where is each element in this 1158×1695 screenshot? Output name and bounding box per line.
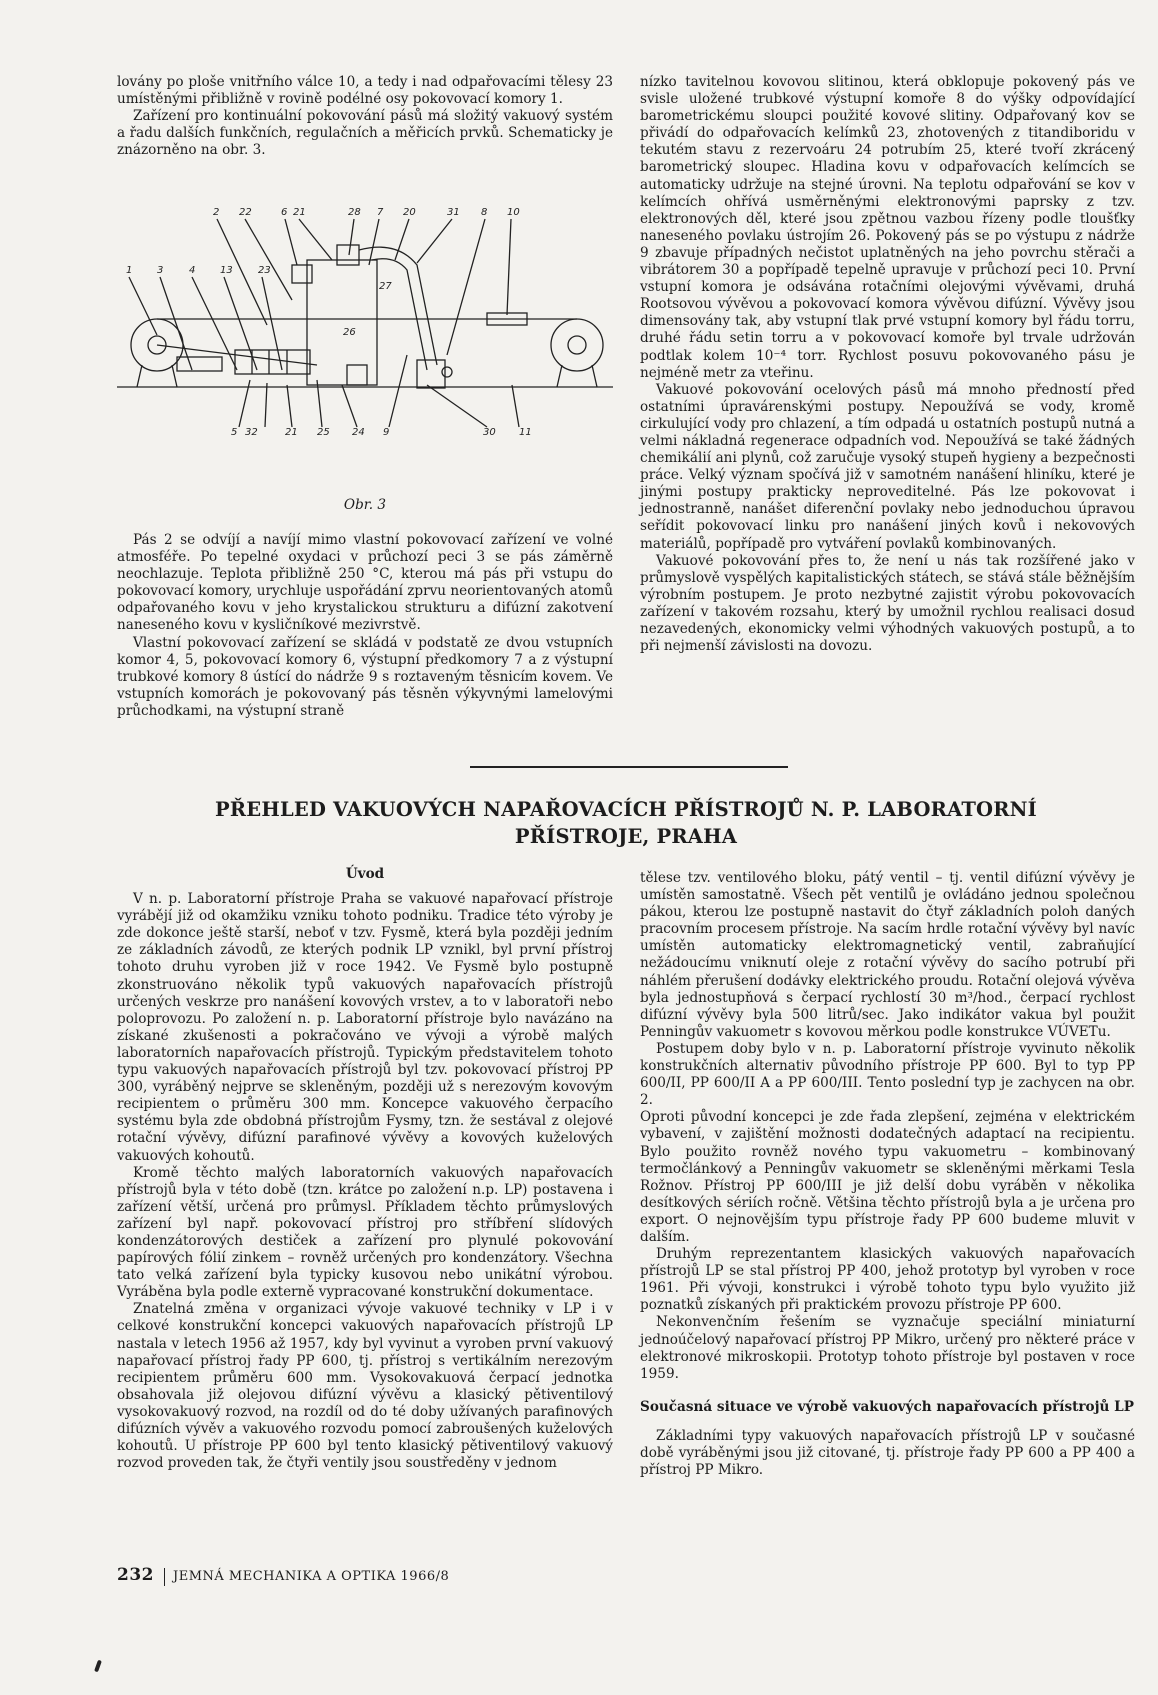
- section-rule: [470, 766, 788, 768]
- fig-label: 20: [403, 207, 416, 218]
- fig-label: 3: [157, 265, 164, 276]
- paragraph: Pás 2 se odvíjí a navíjí mimo vlastní pokovovací zařízení ve volné atmosféře. Po tepelné oxydaci v průchozí peci 3 se pás záměrně neochlazuje. Teplota přibližně 250 °C, kterou má pás při vstupu do pokovovací komory, urychluje uspořádání zprvu neorientovaných atomů odpařovaného kovu v jeho krystalickou strukturu a difúzní zakotvení naneseného kovu v kysličníkové mezivrstvě.: [117, 532, 613, 634]
- paragraph: Postupem doby bylo v n. p. Laboratorní přístroje vyvinuto několik konstrukčních alternativ původního přístroje PP 600. Byl to typ PP 600/II, PP 600/II A a PP 600/III. Tento poslední typ je zachycen na obr. 2.: [640, 1040, 1135, 1109]
- column-top-left: [117, 74, 613, 159]
- fig-label: 24: [352, 427, 365, 438]
- fig-label: 23: [258, 265, 271, 276]
- fig-label: 30: [483, 427, 496, 438]
- section-heading: Současná situace ve výrobě vakuových napařovacích přístrojů LP: [640, 1398, 1134, 1415]
- page-footer: [117, 1565, 449, 1586]
- paragraph: Základními typy vakuových napařovacích přístrojů LP v současné době vyráběnými jsou již citované, tj. přístroje řady PP 600 a PP 400 a přístroj PP Mikro.: [640, 1427, 1135, 1479]
- paragraph: Zařízení pro kontinuální pokovování pásů má složitý vakuový systém a řadu dalších funkčních, regulačních a měřicích prvků. Schematicky je znázorněno na obr. 3.: [117, 108, 613, 159]
- paragraph: Nekonvenčním řešením se vyznačuje speciální miniaturní jednoúčelový napařovací přístroj PP Mikro, určený pro některé práce v elektronové mikroskopii. Prototyp tohoto přístroje byl postaven v roce 1959.: [640, 1314, 1135, 1382]
- figure-caption: Obr. 3: [343, 497, 387, 513]
- paragraph: Vakuové pokovování přes to, že není u nás tak rozšířené jako v průmyslově vyspělých kapitalistických státech, se stává stále běžnějším výrobním postupem. Je proto nezbytné zajistit výrobu pokovovacích zařízení v takovém rozsahu, který by umožnil rychlou realisaci dosud nezavedených, ekonomicky velmi výhodných vakuových postupů, a to při nejmenší závislosti na dovozu.: [640, 552, 1135, 655]
- fig-label: 22: [239, 207, 252, 218]
- fig-label: 9: [383, 427, 390, 438]
- article-column-left: [117, 866, 613, 1472]
- ink-mark: [94, 1660, 102, 1673]
- fig-label: 25: [317, 427, 330, 438]
- fig-label: 6: [281, 207, 288, 218]
- paragraph: Druhým reprezentantem klasických vakuových napařovacích přístrojů LP se stal přístroj PP 400, jehož prototyp byl vyroben v roce 1961. Při vývoji, konstrukci i výrobě tohoto typu bylo využito již poznatků získaných při praktickém provozu přístroje PP 600.: [640, 1246, 1135, 1314]
- paragraph: Vlastní pokovovací zařízení se skládá v podstatě ze dvou vstupních komor 4, 5, pokovovací komory 6, výstupní předkomory 7 a z výstupní trubkové komory 8 ústící do nádrže 9 s roztaveným těsnicím kovem. Ve vstupních komorách je pokovovaný pás těsněn výkyvnými lamelovými průchodkami, na výstupní straně: [117, 634, 613, 719]
- paragraph: V n. p. Laboratorní přístroje Praha se vakuové napařovací přístroje vyrábějí již od okamžiku vzniku tohoto podniku. Tradice této výroby je zde dokonce ještě starší, neboť v tzv. Fysmě, která byla později jedním ze základních závodů, ze kterých podnik LP vznikl, byl první přístroj tohoto druhu vyroben již v roce 1942. Ve Fysmě bylo postupně zkonstruováno několik typů vakuových napařovacích přístrojů určených veskrze pro nanášení kovových vrstev, a to v laboratoři nebo poloprovozu. Po založení n. p. Laboratorní přístroje bylo navázáno na získané zkušenosti a pokračováno ve vývoji a výrobě malých laboratorních napařovacích přístrojů. Typickým představitelem tohoto typu vakuových napařovacích přístrojů byl tzv. pokovovací přístroj PP 300, vyráběný nejprve se skleněným, později už s nerezovým kovovým recipientem o průměru 300 mm. Koncepce vakuového čerpacího systému byla zde obdobná přístrojům Fysmy, tzn. že sestával z olejové rotační vývěvy, difúzní parafinové vývěvy a kovových kuželových vakuových kohoutů.: [117, 891, 613, 1164]
- fig-label: 8: [481, 207, 488, 218]
- paragraph: Oproti původní koncepci je zde řada zlepšení, zejména v elektrickém vybavení, v zajištění možnosti dodatečných adaptací na recipientu. Bylo použito rovněž nového typu vakuometru – kombinovaný termočlánkový a Penningův vakuometr se skleněnými měrkami Tesla Rožnov. Přístroj PP 600/III je již delší dobu vyráběn v několika desítkových sériích ročně. Většina těchto přístrojů byla a je určena pro export. O nejnovějším typu přístroje řady PP 600 budeme mluvit v dalším.: [640, 1109, 1135, 1245]
- fig-label: 13: [220, 265, 233, 276]
- paragraph: Vakuové pokovování ocelových pásů má mnoho předností před ostatními úpravárenskými postupy. Nepoužívá se vody, kromě cirkulující vody pro chlazení, a tím odpadá u ostatních postupů nutná a velmi nákladná regenerace odpadních vod. Nepoužívá se také žádných chemikálií ani plynů, což zaručuje vysoký stupeň hygieny a bezpečnosti práce. Velký význam spočívá již v samotném nanášení hliníku, které je jinými postupy prakticky neproveditelné. Pás lze pokovovat i jednostranně, nanášet diferenční povlaky nebo jednoduchou úpravou seřídit pokovovací linku pro nanášení jiných kovů i nekovových materiálů, popřípadě pro vytváření povlaků kombinovaných.: [640, 381, 1135, 552]
- paragraph: nízko tavitelnou kovovou slitinou, která obklopuje pokovený pás ve svisle uložené trubkové výstupní komoře 8 do výšky odpovídající barometrickému sloupci použité kovové slitiny. Odpařovaný kov se přivádí do odpařovacích kelímků 23, zhotovených z titandiboridu v tekutém stavu z rezervoáru 24 potrubím 25, které tvoří zkrácený barometrický sloupec. Hladina kovu v odpařovacích kelímcích se automaticky udržuje na stejné úrovni. Na teplotu odpařování se kov v kelímcích ohřívá usměrněnými elektronovými paprsky z tzv. elektronových děl, které jsou zpětnou vazbou řízeny podle tloušťky naneseného povlaku ústrojím 26. Pokovený pás se po výstupu z nádrže 9 zbavuje případných nečistot uplatněných na jeho povrchu stěrači a vibrátorem 30 a popřípadě tepelně upravuje v průchozí peci 10. První vstupní komora je odsávána rotačními olejovými vývěvami, druhá Rootsovou vývěvou a pokovovací komora vývěvou difúzní. Vývěvy jsou dimensovány tak, aby vstupní tlak prvé vstupní komory byl řádu torru, druhé řádu setin torru a v pokovovací komoře byl trvale udržován podtlak kolem 10⁻⁴ torr. Rychlost posuvu pokovovaného pásu je nejméně metr za vteřinu.: [640, 74, 1135, 381]
- fig-label: 21: [285, 427, 298, 438]
- fig-label: 10: [507, 207, 520, 218]
- column-left-lower: [117, 532, 613, 720]
- fig-label: 32: [245, 427, 258, 438]
- fig-label: 27: [379, 281, 392, 292]
- title-line: PŘÍSTROJE, PRAHA: [514, 825, 738, 848]
- footer-divider: [164, 1568, 165, 1586]
- paragraph: lovány po ploše vnitřního válce 10, a tedy i nad odpařovacími tělesy 23 umístěnými přibližně v rovině podélné osy pokovovací komory 1.: [117, 74, 613, 108]
- paragraph: tělese tzv. ventilového bloku, pátý ventil – tj. ventil difúzní vývěvy je umístěn samostatně. Všech pět ventilů je ovládáno jednou společnou pákou, kterou lze postupně nastavit do čtyř základních poloh daných pracovním procesem přístroje. Na sacím hrdle rotační vývěvy byl navíc umístěn automaticky elektromagnetický ventil, zabraňující nežádoucímu vniknutí oleje z rotační vývěvy do sacího potrubí při náhlém přerušení dodávky elektrického proudu. Rotační olejová vývěva byla jednostupňová s čerpací rychlostí 30 m³/hod., čerpací rychlost difúzní vývěvy byla 500 litrů/sec. Jako indikátor vakua byl použit Penningův vakuometr s kovovou měrkou podle konstrukce VÚVETu.: [640, 870, 1135, 1040]
- fig-label: 31: [447, 207, 460, 218]
- fig-label: 5: [231, 427, 238, 438]
- fig-label: 11: [519, 427, 532, 438]
- paragraph: Znatelná změna v organizaci vývoje vakuové techniky v LP i v celkové konstrukční koncepci vakuových napařovacích přístrojů LP nastala v letech 1956 až 1957, kdy byl vyvinut a vyroben první vakuový napařovací přístroj řady PP 600, tj. přístroj s vertikálním nerezovým recipientem průměru 600 mm. Vysokovakuová čerpací jednotka obsahovala již olejovou difúzní vývěvu a klasický pětiventilový vysokovakuový rozvod, na rozdíl od do té doby užívaných parafinových difúzních vývěv a vakuového rozvodu pomocí zabroušených kuželových kohoutů. U přístroje PP 600 byl tento klasický pětiventilový vakuový rozvod proveden tak, že čtyři ventily jsou soustředěny v jednom: [117, 1301, 613, 1472]
- figure-schematic: [117, 205, 613, 477]
- fig-label: 4: [189, 265, 196, 276]
- article-column-right: [640, 870, 1135, 1479]
- paragraph: Kromě těchto malých laboratorních vakuových napařovacích přístrojů byla v této době (tzn. krátce po založení n.p. LP) postavena i zařízení větší, určená pro průmysl. Příkladem těchto průmyslových zařízení byl např. pokovovací přístroj pro stříbření slídových kondenzátorových destiček a zařízení pro plynulé pokovování papírových fólií zinkem – rovněž určených pro kondenzátory. Všechna tato velká zařízení byla typicky kusovou nebo unikátní výrobou. Vyráběna byla podle externě vypracované konstrukční dokumentace.: [117, 1164, 613, 1301]
- intro-heading: Úvod: [345, 866, 385, 882]
- page-number: 232: [117, 1565, 154, 1585]
- fig-label: 2: [213, 207, 220, 218]
- journal-name: JEMNÁ MECHANIKA A OPTIKA 1966/8: [173, 1569, 450, 1584]
- fig-label: 1: [126, 265, 133, 276]
- fig-label: 7: [377, 207, 384, 218]
- article-title: [117, 796, 1135, 850]
- column-top-right: [640, 74, 1135, 655]
- fig-label: 26: [343, 327, 356, 338]
- fig-label: 21: [293, 207, 306, 218]
- title-line: PŘEHLED VAKUOVÝCH NAPAŘOVACÍCH PŘÍSTROJŮ N. P. LABORATORNÍ: [215, 798, 1037, 821]
- fig-label: 28: [348, 207, 361, 218]
